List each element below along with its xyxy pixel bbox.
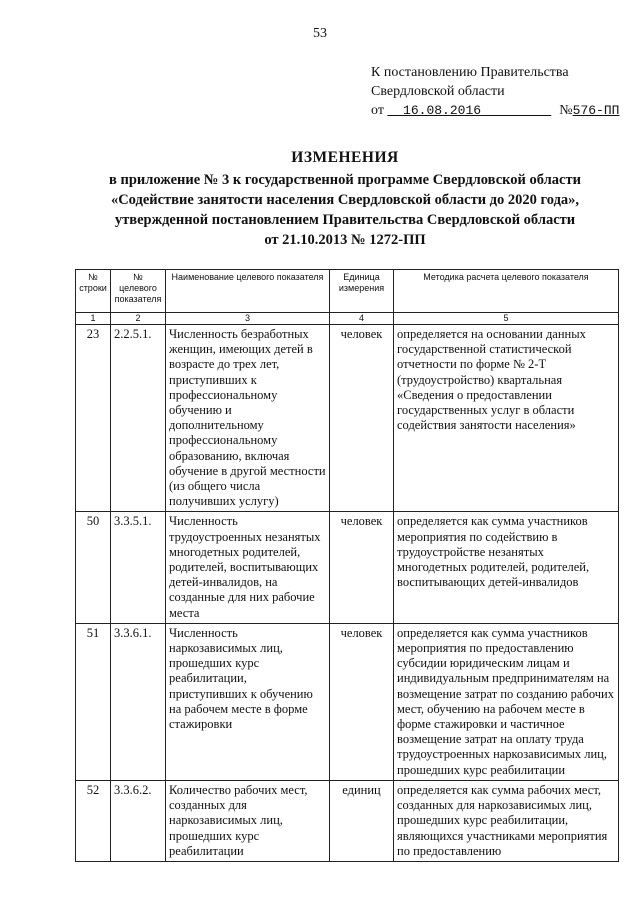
document-title [70,148,620,250]
calculation-method: определяется как сумма рабочих мест, созданных для наркозависимых лиц, прошедших курс реабилитации, являющихся участниками мероприятия по предоставлению [394,780,619,861]
reference-line-2: Свердловской области [371,84,505,99]
calculation-method: определяется как сумма участников мероприятия по содействию в трудоустройстве незанятых многодетных родителей, родителей, воспитывающих детей-инвалидов [394,512,619,623]
row-number: 23 [76,325,111,512]
table-header-row [76,270,619,313]
resolution-date: 16.08.2016 [403,103,482,118]
column-number: 2 [111,313,166,325]
column-number: 1 [76,313,111,325]
indicators-table [75,269,619,862]
indicator-name: Численность безработных женщин, имеющих детей в возрасте до трех лет, приступивших к профессиональному обучению и дополнительному профессиональному образованию, включая обучение в другой местности (из общего числа получивших услугу) [166,325,330,512]
title-heading: ИЗМЕНЕНИЯ [291,149,399,166]
column-number: 3 [166,313,330,325]
table-row [76,623,619,780]
resolution-number: 576-ПП [572,103,620,118]
column-number: 4 [330,313,394,325]
row-number: 51 [76,623,111,780]
header-indicator-number: № целевого показателя [111,270,166,313]
indicator-code: 3.3.5.1. [111,512,166,623]
indicator-code: 3.3.6.2. [111,780,166,861]
column-number: 5 [394,313,619,325]
table-row [76,325,619,512]
indicator-unit: человек [330,325,394,512]
indicator-code: 2.2.5.1. [111,325,166,512]
indicator-unit: человек [330,623,394,780]
table-row [76,512,619,623]
resolution-reference [371,63,619,120]
from-label: от [371,103,384,118]
reference-date-line [371,101,619,120]
calculation-method: определяется как сумма участников мероприятия по предоставлению субсидии юридическим лицам и индивидуальным предпринимателям на возмещение затрат по созданию рабочих мест, обучению на рабочем месте в форме стажировки и частичное возмещение затрат на оплату труда трудоустроенных наркозависимых лиц, прошедших курс реабилитации [394,623,619,780]
title-line-4: от 21.10.2013 № 1272-ПП [264,232,426,248]
header-row-number: № строки [76,270,111,313]
title-line-3: утвержденной постановлением Правительства Свердловской области [114,212,576,228]
calculation-method: определяется на основании данных государственной статистической отчетности по форме № 2-Т (трудоустройство) квартальная «Сведения о предоставлении государственных услуг в области содействия занятости населения» [394,325,619,512]
title-line-2: «Содействие занятости населения Свердловской области до 2020 года», [110,192,580,208]
indicator-name: Численность трудоустроенных незанятых многодетных родителей, родителей, воспитывающих детей-инвалидов, на созданные для них рабочие места [166,512,330,623]
indicator-unit: единиц [330,780,394,861]
indicator-name: Численность наркозависимых лиц, прошедших курс реабилитации, приступивших к обучению на рабочем месте в форме стажировки [166,623,330,780]
page-number: 53 [313,26,327,41]
column-numbers-row [76,313,619,325]
indicator-code: 3.3.6.1. [111,623,166,780]
number-label: № [559,103,573,118]
header-method: Методика расчета целевого показателя [394,270,619,313]
row-number: 50 [76,512,111,623]
title-line-1: в приложение № 3 к государственной программе Свердловской области [109,172,581,188]
header-indicator-name: Наименование целевого показателя [166,270,330,313]
row-number: 52 [76,780,111,861]
indicator-unit: человек [330,512,394,623]
table-row [76,780,619,861]
indicator-name: Количество рабочих мест, созданных для наркозависимых лиц, прошедших курс реабилитации [166,780,330,861]
reference-line-1: К постановлению Правительства [371,65,569,80]
header-unit: Единица измерения [330,270,394,313]
